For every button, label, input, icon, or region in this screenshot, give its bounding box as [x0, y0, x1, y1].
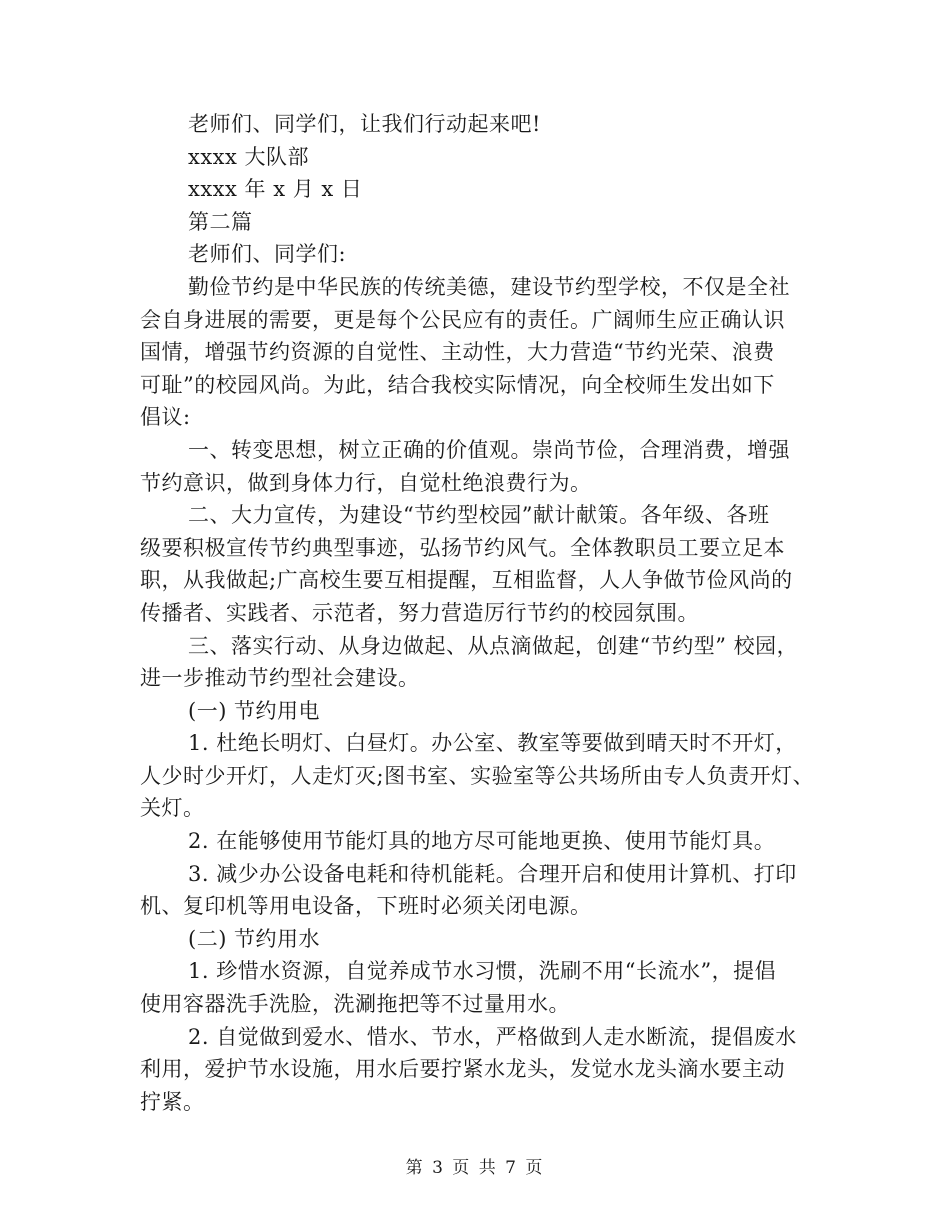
- text-line: 机、复印机等用电设备，下班时必须关闭电源。: [140, 894, 592, 919]
- text-line: 一、转变思想，树立正确的价值观。崇尚节俭，合理消费，增强: [188, 437, 790, 462]
- text-line: 勤俭节约是中华民族的传统美德，建设节约型学校，不仅是全社: [188, 274, 790, 299]
- text-line: xxxx 年 x 月 x 日: [188, 177, 363, 202]
- text-line: 3. 减少办公设备电耗和待机能耗。合理开启和使用计算机、打印: [188, 861, 797, 886]
- text-line: 职，从我做起;广高校生要互相提醒，互相监督，人人争做节俭风尚的: [140, 568, 793, 593]
- text-line: (一) 节约用电: [188, 698, 321, 723]
- text-line: 进一步推动节约型社会建设。: [140, 666, 420, 691]
- text-line: 1. 杜绝长明灯、白昼灯。办公室、教室等要做到晴天时不开灯，: [188, 731, 797, 756]
- text-line: 1. 珍惜水资源，自觉养成节水习惯，洗刷不用“长流水”，提倡: [188, 959, 777, 984]
- text-line: 节约意识，做到身体力行，自觉杜绝浪费行为。: [140, 470, 592, 495]
- text-line: 级要积极宣传节约典型事迹，弘扬节约风气。全体教职员工要立足本: [140, 535, 785, 560]
- text-line: 传播者、实践者、示范者，努力营造厉行节约的校园氛围。: [140, 600, 699, 625]
- text-line: 倡议:: [140, 405, 191, 430]
- page-footer: 第 3 页 共 7 页: [405, 1158, 545, 1178]
- text-line: 拧紧。: [140, 1089, 205, 1114]
- text-line: 关灯。: [140, 796, 205, 821]
- text-line: (二) 节约用水: [188, 926, 321, 951]
- text-line: 可耻”的校园风尚。为此，结合我校实际情况，向全校师生发出如下: [140, 372, 775, 397]
- text-line: 三、落实行动、从身边做起、从点滴做起，创建“节约型” 校园，: [188, 633, 799, 658]
- text-line: xxxx 大队部: [188, 144, 310, 169]
- text-line: 会自身进展的需要，更是每个公民应有的责任。广阔师生应正确认识: [140, 307, 785, 332]
- text-line: 2. 在能够使用节能灯具的地方尽可能地更换、使用节能灯具。: [188, 829, 776, 854]
- document-body: [140, 108, 820, 1118]
- text-line: 使用容器洗手洗脸，洗涮拖把等不过量用水。: [140, 992, 570, 1017]
- text-line: 第二篇: [188, 209, 253, 234]
- text-line: 人少时少开灯，人走灯灭;图书室、实验室等公共场所由专人负责开灯、: [140, 763, 815, 788]
- text-line: 老师们、同学们，让我们行动起来吧!: [188, 112, 541, 136]
- text-line: 老师们、同学们:: [188, 242, 347, 267]
- text-line: 二、大力宣传，为建设“节约型校园”献计献策。各年级、各班: [188, 503, 770, 528]
- text-line: 国情，增强节约资源的自觉性、主动性，大力营造“节约光荣、浪费: [140, 340, 775, 365]
- text-line: 2. 自觉做到爱水、惜水、节水，严格做到人走水断流，提倡废水: [188, 1024, 797, 1049]
- text-line: 利用，爱护节水设施，用水后要拧紧水龙头，发觉水龙头滴水要主动: [140, 1057, 785, 1082]
